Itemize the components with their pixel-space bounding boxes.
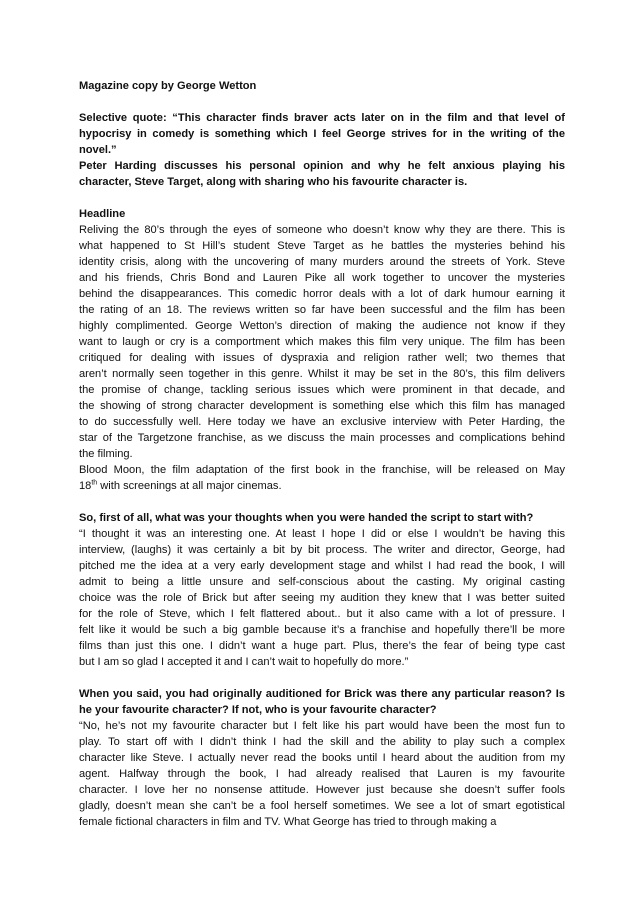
spacer [79, 94, 565, 110]
document-title: Magazine copy by George Wetton [79, 80, 257, 92]
spacer [79, 670, 565, 686]
answer-line: but I am so glad I accepted it and I can’t wait to hopefully do more.” [79, 656, 409, 668]
quote-line: Selective quote: “This character finds braver acts later on in the film and that level of [79, 112, 565, 124]
release-day: 18 [79, 480, 92, 492]
intro-line: critiqued for dealing with issues of dyspraxia and religion rather well; two themes that [79, 352, 565, 364]
document-page [79, 78, 565, 830]
answer-line: pitched me the idea at a very early development stage and whilst I had read the book, I will [79, 560, 565, 572]
intro-line: the promise of change, tackling serious issues which were prominent in that decade, and [79, 384, 565, 396]
answer-line: character like Steve. I actually never read the books until I heard about the audition from my [79, 752, 565, 764]
question-line: When you said, you had originally auditioned for Brick was there any particular reason? Is [79, 688, 565, 700]
answer-line: “I thought it was an interesting one. At least I hope I did or else I wouldn’t be having this [79, 528, 565, 540]
answer-line: “No, he’s not my favourite character but I felt like his part would have been the most fun to [79, 720, 565, 732]
headline: Headline [79, 208, 126, 220]
intro-line: star of the Targetzone franchise, as we discuss the main processes and complications behind [79, 432, 565, 444]
question-line: he your favourite character? If not, who is your favourite character? [79, 704, 437, 716]
standfirst-line: Peter Harding discusses his personal opinion and why he felt anxious playing his [79, 160, 565, 172]
answer-1 [79, 526, 565, 670]
answer-line: interview, (laughs) it was certainly a bit by bit process. The writer and director, George, had [79, 544, 565, 556]
spacer [79, 190, 565, 206]
selective-quote [79, 110, 565, 158]
answer-2 [79, 718, 565, 830]
answer-line: admit to being a little unsure and self-conscious about the casting. My original casting [79, 576, 565, 588]
answer-line: felt like it would be such a big gamble because it’s a franchise and hopefully there’ll be more [79, 624, 565, 636]
release-line [79, 478, 565, 494]
answer-line: for the role of Steve, which I felt flattered about.. but it also came with a lot of pressure. I [79, 608, 565, 620]
quote-line: hypocrisy in comedy is something which I feel George strives for in the writing of the [79, 128, 565, 140]
quote-line: novel.” [79, 144, 117, 156]
intro-line: behind the disappearances. This comedic horror deals with a lot of dark humour earning it [79, 288, 565, 300]
release-rest: with screenings at all major cinemas. [97, 480, 282, 492]
intro-line: the showing of strong character development is something else which this film has managed [79, 400, 565, 412]
answer-line: choice was the role of Brick but after seeing my audition they knew that I was better suited [79, 592, 565, 604]
intro-line: aren’t normally seen together in this genre. Whilst it may be set in the 80’s, this film delivers [79, 368, 565, 380]
answer-line: play. To start off with I didn’t think I had the skill and the ability to play such a complex [79, 736, 565, 748]
answer-line: female fictional characters in film and TV. What George has tried to through making a [79, 816, 497, 828]
intro-paragraph [79, 222, 565, 462]
intro-line: what happened to St Hill’s student Steve Target as he battles the mysteries behind his [79, 240, 565, 252]
intro-line: to do successfully well. Here today we have an exclusive interview with Peter Harding, the [79, 416, 565, 428]
intro-line: and his friends, Chris Bond and Lauren Pike all work together to uncover the mysteries [79, 272, 565, 284]
release-paragraph [79, 462, 565, 494]
standfirst [79, 158, 565, 190]
question-2 [79, 686, 565, 718]
intro-line: highly complimented. George Wetton’s direction of making the audience not know if they [79, 320, 565, 332]
release-day-suffix: th [91, 479, 98, 487]
intro-line: Reliving the 80’s through the eyes of someone who doesn’t know why they are there. This is [79, 224, 565, 236]
intro-line: want to laugh or cry is a comportment which makes this film very unique. The film has been [79, 336, 565, 348]
release-line: Blood Moon, the film adaptation of the first book in the franchise, will be released on May [79, 464, 565, 476]
standfirst-line: character, Steve Target, along with sharing who his favourite character is. [79, 176, 468, 188]
answer-line: character. I love her no nonsense attitude. However just because she doesn’t suffer fools [79, 784, 565, 796]
spacer [79, 494, 565, 510]
question-1: So, first of all, what was your thoughts when you were handed the script to start with? [79, 512, 534, 524]
intro-line: identity crisis, along with the uncovering of many murders around the streets of York. Steve [79, 256, 565, 268]
answer-line: gladly, doesn’t mean she can’t be a fool herself sometimes. We see a lot of smart egotistical [79, 800, 565, 812]
intro-line: the filming. [79, 448, 133, 460]
answer-line: agent. Halfway through the book, I had already realised that Lauren is my favourite [79, 768, 565, 780]
intro-line: the rating of an 18. The reviews written so far have been successful and the film has been [79, 304, 565, 316]
answer-line: films than just this one. I didn’t want a huge part. Plus, there’s the fear of being type cast [79, 640, 565, 652]
